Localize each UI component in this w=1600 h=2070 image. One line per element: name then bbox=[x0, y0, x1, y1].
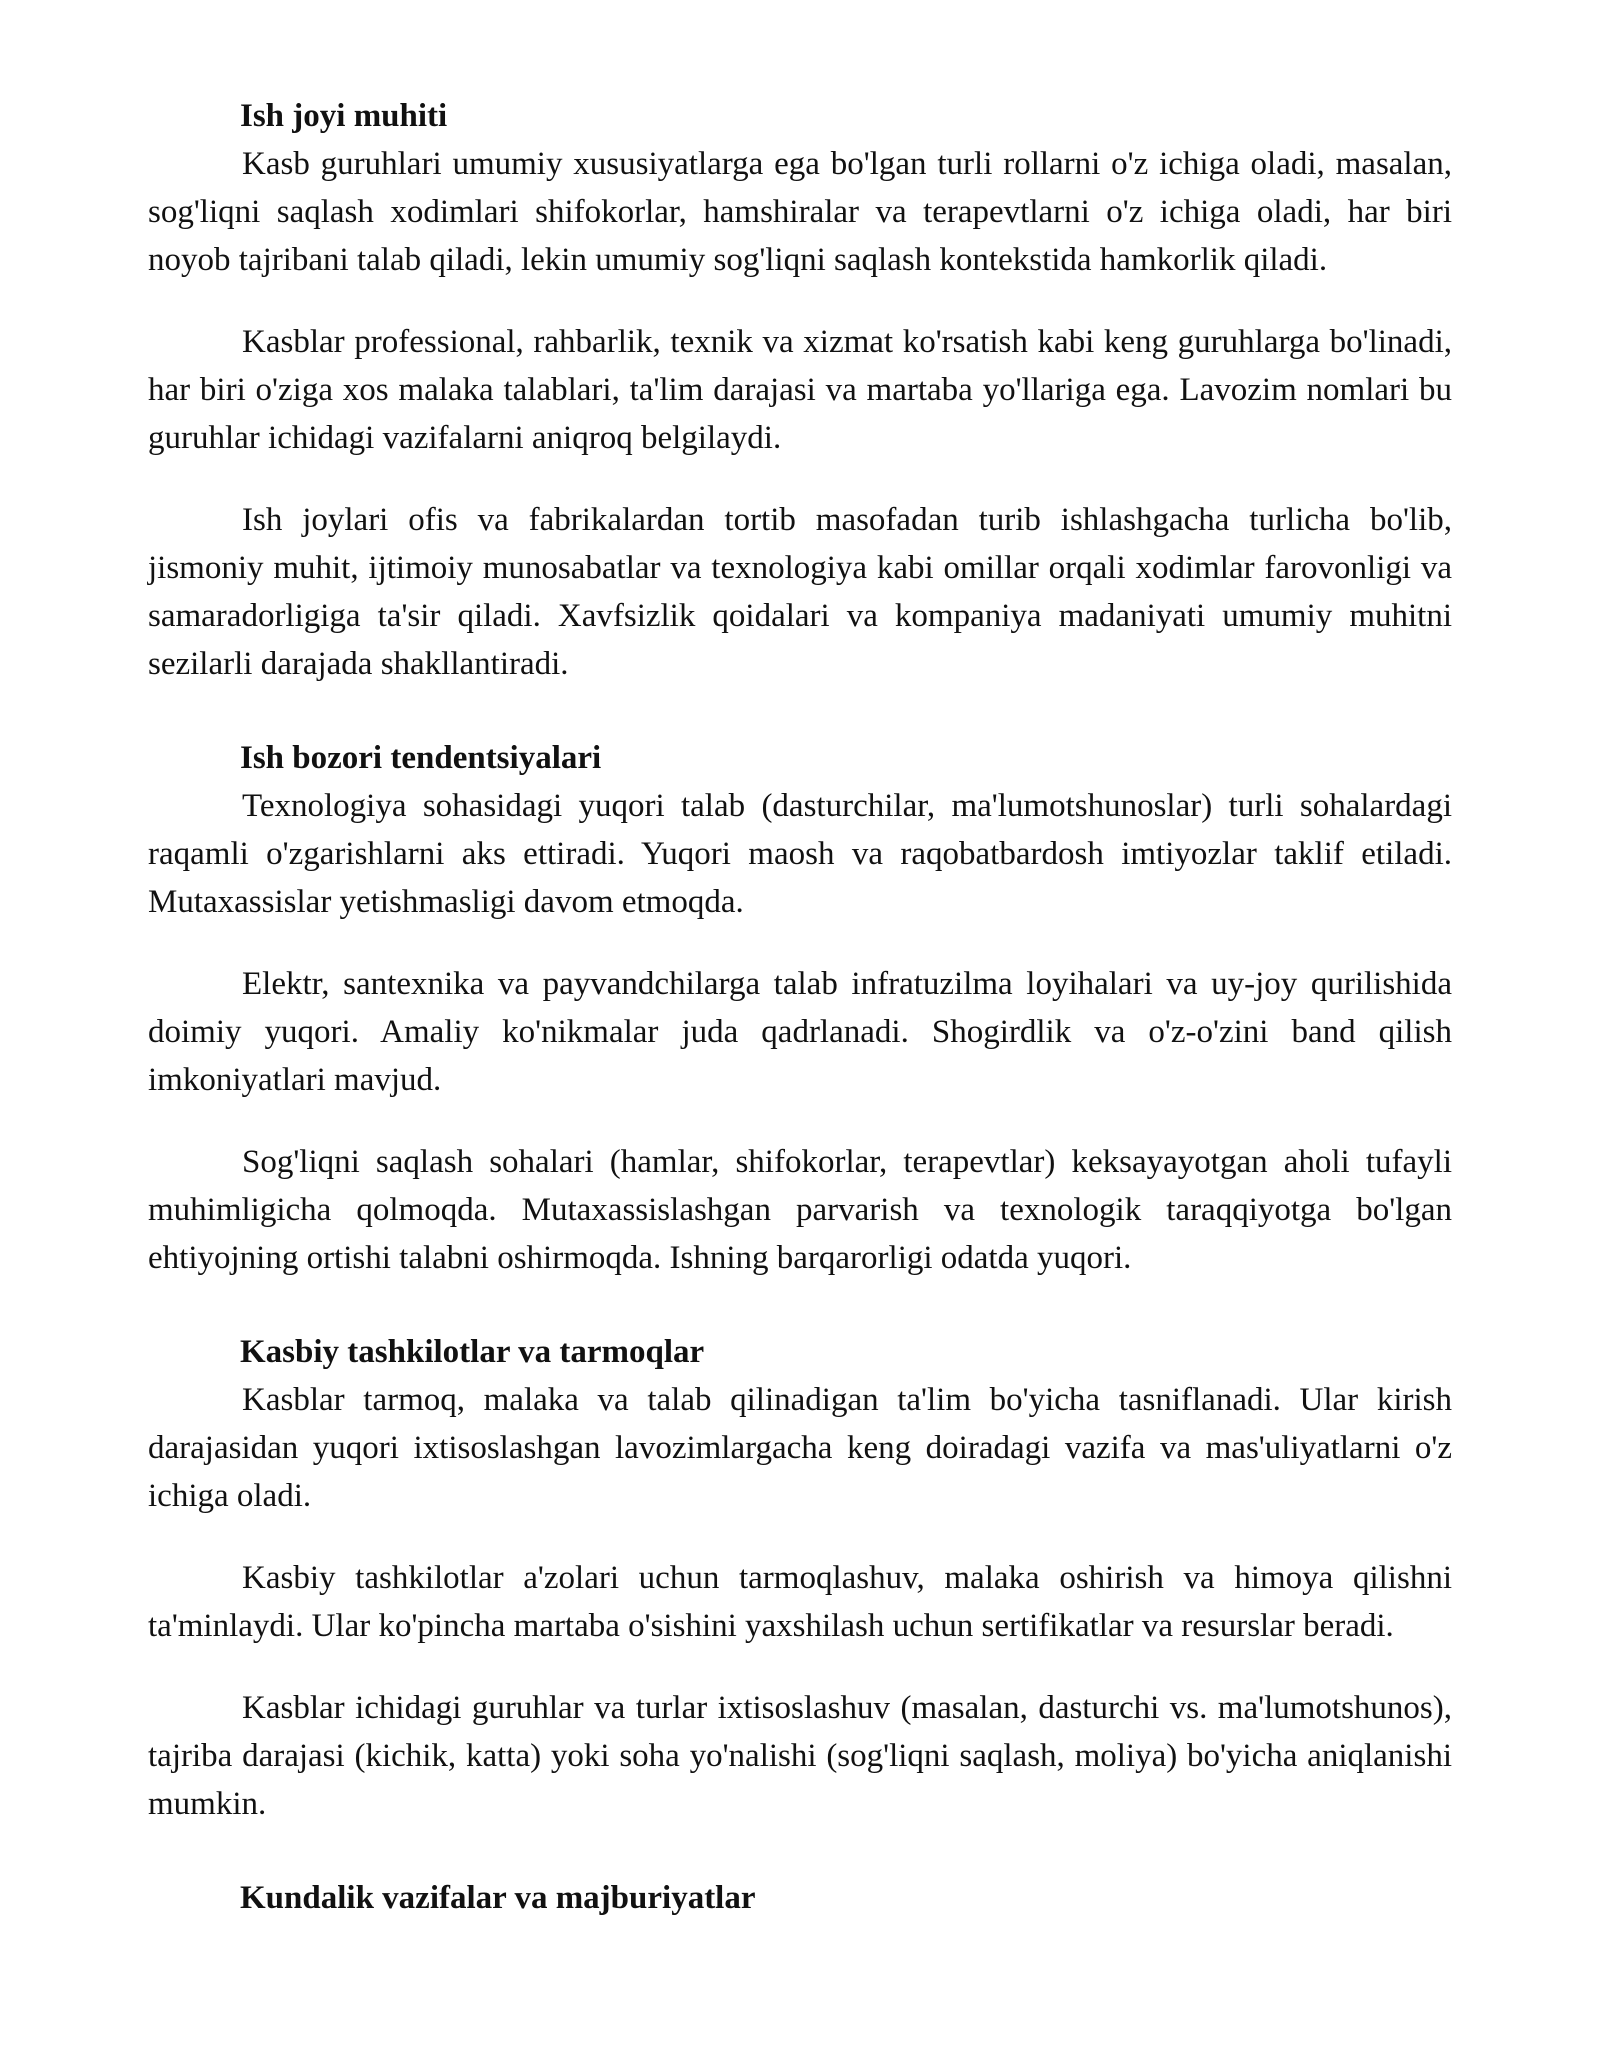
paragraph: Ish joylari ofis va fabrikalardan tortib masofadan turib ishlashgacha turlicha bo'lib, jismoniy muhit, ijtimoiy munosabatlar va texnologiya kabi omillar orqali xodimlar farovonligi va samaradorligiga ta'sir qiladi. Xavfsizlik qoidalari va kompaniya madaniyati umumiy muhitni sezilarli darajada shakllantiradi. bbox=[148, 502, 1452, 682]
section-heading-workplace: Ish joyi muhiti bbox=[240, 98, 448, 134]
section-heading-daily-tasks: Kundalik vazifalar va majburiyatlar bbox=[240, 1880, 756, 1916]
paragraph: Kasbiy tashkilotlar a'zolari uchun tarmoqlashuv, malaka oshirish va himoya qilishni ta'minlaydi. Ular ko'pincha martaba o'sishini yaxshilash uchun sertifikatlar va resurslar beradi. bbox=[148, 1560, 1452, 1644]
paragraph: Kasb guruhlari umumiy xususiyatlarga ega bo'lgan turli rollarni o'z ichiga oladi, masalan, sog'liqni saqlash xodimlari shifokorlar, hamshiralar va terapevtlarni o'z ichiga oladi, har biri noyob tajribani talab qiladi, lekin umumiy sog'liqni saqlash kontekstida hamkorlik qiladi. bbox=[148, 146, 1452, 278]
paragraph: Sog'liqni saqlash sohalari (hamlar, shifokorlar, terapevtlar) keksayayotgan aholi tufayli muhimligicha qolmoqda. Mutaxassislashgan parvarish va texnologik taraqqiyotga bo'lgan ehtiyojning ortishi talabni oshirmoqda. Ishning barqarorligi odatda yuqori. bbox=[148, 1144, 1452, 1276]
paragraph: Kasblar professional, rahbarlik, texnik va xizmat ko'rsatish kabi keng guruhlarga bo'linadi, har biri o'ziga xos malaka talablari, ta'lim darajasi va martaba yo'llariga ega. Lavozim nomlari bu guruhlar ichidagi vazifalarni aniqroq belgilaydi. bbox=[148, 324, 1452, 456]
paragraph: Kasblar tarmoq, malaka va talab qilinadigan ta'lim bo'yicha tasniflanadi. Ular kirish darajasidan yuqori ixtisoslashgan lavozimlargacha keng doiradagi vazifa va mas'uliyatlarni o'z ichiga oladi. bbox=[148, 1382, 1452, 1514]
document-page bbox=[148, 92, 1452, 1922]
paragraph: Texnologiya sohasidagi yuqori talab (dasturchilar, ma'lumotshunoslar) turli sohalardagi raqamli o'zgarishlarni aks ettiradi. Yuqori maosh va raqobatbardosh imtiyozlar taklif etiladi. Mutaxassislar yetishmasligi davom etmoqda. bbox=[148, 788, 1452, 920]
paragraph: Elektr, santexnika va payvandchilarga talab infratuzilma loyihalari va uy-joy qurilishida doimiy yuqori. Amaliy ko'nikmalar juda qadrlanadi. Shogirdlik va o'z-o'zini band qilish imkoniyatlari mavjud. bbox=[148, 966, 1452, 1098]
section-heading-organizations: Kasbiy tashkilotlar va tarmoqlar bbox=[240, 1334, 705, 1370]
section-heading-job-market: Ish bozori tendentsiyalari bbox=[240, 740, 602, 776]
paragraph: Kasblar ichidagi guruhlar va turlar ixtisoslashuv (masalan, dasturchi vs. ma'lumotshunos), tajriba darajasi (kichik, katta) yoki soha yo'nalishi (sog'liqni saqlash, moliya) bo'yicha aniqlanishi mumkin. bbox=[148, 1690, 1452, 1822]
